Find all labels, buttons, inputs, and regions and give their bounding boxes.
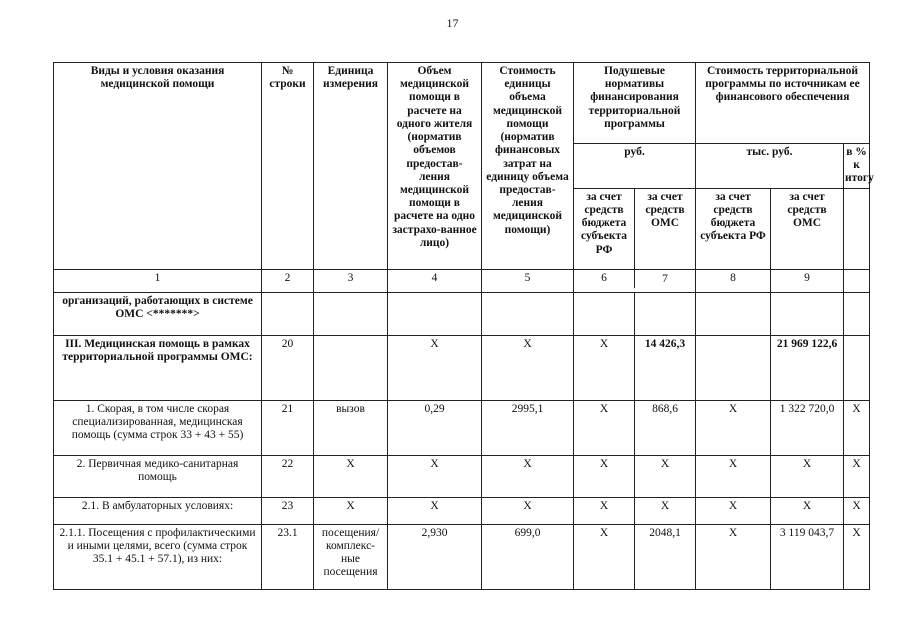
row-tc-oms: 21 969 122,6 (771, 335, 844, 400)
header-percent-empty (844, 188, 870, 269)
row-pc-oms: 14 426,3 (635, 335, 696, 400)
column-number: 1 (54, 269, 262, 292)
header-unit-percent: в % к итогу (844, 144, 870, 189)
row-pct: X (844, 400, 870, 455)
row-cost (482, 292, 574, 335)
row-name: 2.1. В амбулаторных условиях: (54, 497, 262, 524)
column-numbers-split (574, 269, 696, 292)
column-number: 5 (482, 269, 574, 292)
financing-table (53, 62, 874, 590)
row-pc-budget (574, 292, 635, 335)
header-cost: Стоимость единицы объема медицинской помощи (норматив финансовых затрат на единицу объема предостав-ления медицинской помощи) (482, 63, 574, 270)
row-volume: 0,29 (388, 400, 482, 455)
row-name: 1. Скорая, в том числе скорая специализированная, медицинская помощь (сумма строк 33 + 43 + 55) (54, 400, 262, 455)
column-number-empty (844, 269, 870, 292)
row-pct: X (844, 524, 870, 589)
table-row (54, 524, 870, 589)
page-number: 17 (446, 16, 459, 30)
table-row (54, 400, 870, 455)
row-cost: X (482, 497, 574, 524)
row-volume: X (388, 497, 482, 524)
column-number: 2 (262, 269, 314, 292)
table-row (54, 497, 870, 524)
row-number: 21 (262, 400, 314, 455)
row-unit: X (314, 455, 388, 497)
column-number: 9 (771, 269, 844, 292)
row-pct: X (844, 497, 870, 524)
row-pc-oms: X (635, 497, 696, 524)
row-unit: посещения/ комплекс-ные посещения (314, 524, 388, 589)
row-pc-oms: X (635, 455, 696, 497)
row-name: III. Медицинская помощь в рамках территориальной программы ОМС: (54, 335, 262, 400)
row-unit: вызов (314, 400, 388, 455)
header-src-budget-thous: за счет средств бюджета субъекта РФ (696, 188, 771, 269)
row-cost: X (482, 335, 574, 400)
row-number: 20 (262, 335, 314, 400)
header-src-oms-thous: за счет средств ОМС (771, 188, 844, 269)
row-tc-budget (696, 335, 771, 400)
column-number: 8 (696, 269, 771, 292)
row-number: 23 (262, 497, 314, 524)
row-pc-oms (635, 292, 696, 335)
row-pc-budget: X (574, 400, 635, 455)
row-unit: X (314, 497, 388, 524)
row-pc-oms: 868,6 (635, 400, 696, 455)
header-per-capita: Подушевые нормативы финансирования территориальной программы (574, 63, 696, 144)
row-pc-oms: 2048,1 (635, 524, 696, 589)
row-pc-budget: X (574, 497, 635, 524)
row-number: 22 (262, 455, 314, 497)
row-tc-oms (771, 292, 844, 335)
row-volume (388, 292, 482, 335)
row-volume: X (388, 455, 482, 497)
column-numbers-row (54, 269, 870, 292)
row-unit (314, 335, 388, 400)
table-row (54, 455, 870, 497)
header-unit-thous-rub: тыс. руб. (696, 144, 844, 189)
row-pc-budget: X (574, 524, 635, 589)
row-name: 2. Первичная медико-санитарная помощь (54, 455, 262, 497)
column-number: 3 (314, 269, 388, 292)
row-pc-budget: X (574, 335, 635, 400)
row-tc-oms: X (771, 497, 844, 524)
row-cost: 699,0 (482, 524, 574, 589)
header-row-number: № строки (262, 63, 314, 270)
row-tc-budget: X (696, 455, 771, 497)
row-pc-budget: X (574, 455, 635, 497)
row-name: 2.1.1. Посещения с профилактическими и иными целями, всего (сумма строк 35.1 + 45.1 + 57.1), из них: (54, 524, 262, 589)
row-pct (844, 292, 870, 335)
table-row (54, 335, 870, 400)
row-pct: X (844, 455, 870, 497)
table-row (54, 292, 870, 335)
header-unit: Единица измерения (314, 63, 388, 270)
row-volume: 2,930 (388, 524, 482, 589)
row-name: организаций, работающих в системе ОМС <*******> (54, 292, 262, 335)
row-cost: X (482, 455, 574, 497)
row-tc-budget: X (696, 400, 771, 455)
column-number: 4 (388, 269, 482, 292)
row-tc-budget (696, 292, 771, 335)
row-volume: X (388, 335, 482, 400)
column-number: 7 (634, 270, 695, 288)
row-tc-oms: 1 322 720,0 (771, 400, 844, 455)
row-tc-budget: X (696, 524, 771, 589)
row-tc-oms: X (771, 455, 844, 497)
row-unit (314, 292, 388, 335)
header-kind: Виды и условия оказания медицинской помощи (54, 63, 262, 270)
row-cost: 2995,1 (482, 400, 574, 455)
column-number: 6 (601, 272, 607, 285)
row-number: 23.1 (262, 524, 314, 589)
row-number (262, 292, 314, 335)
header-src-oms-rub: за счет средств ОМС (635, 188, 696, 269)
header-total-cost: Стоимость территориальной программы по источникам ее финансового обеспечения (696, 63, 870, 144)
header-unit-rub: руб. (574, 144, 696, 189)
row-pct (844, 335, 870, 400)
header-volume: Объем медицинской помощи в расчете на одного жителя (норматив объемов предостав-ления медицинской помощи в расчете на одно застрахо-ванное лицо) (388, 63, 482, 270)
header-src-budget-rub: за счет средств бюджета субъекта РФ (574, 188, 635, 269)
row-tc-oms: 3 119 043,7 (771, 524, 844, 589)
row-tc-budget: X (696, 497, 771, 524)
